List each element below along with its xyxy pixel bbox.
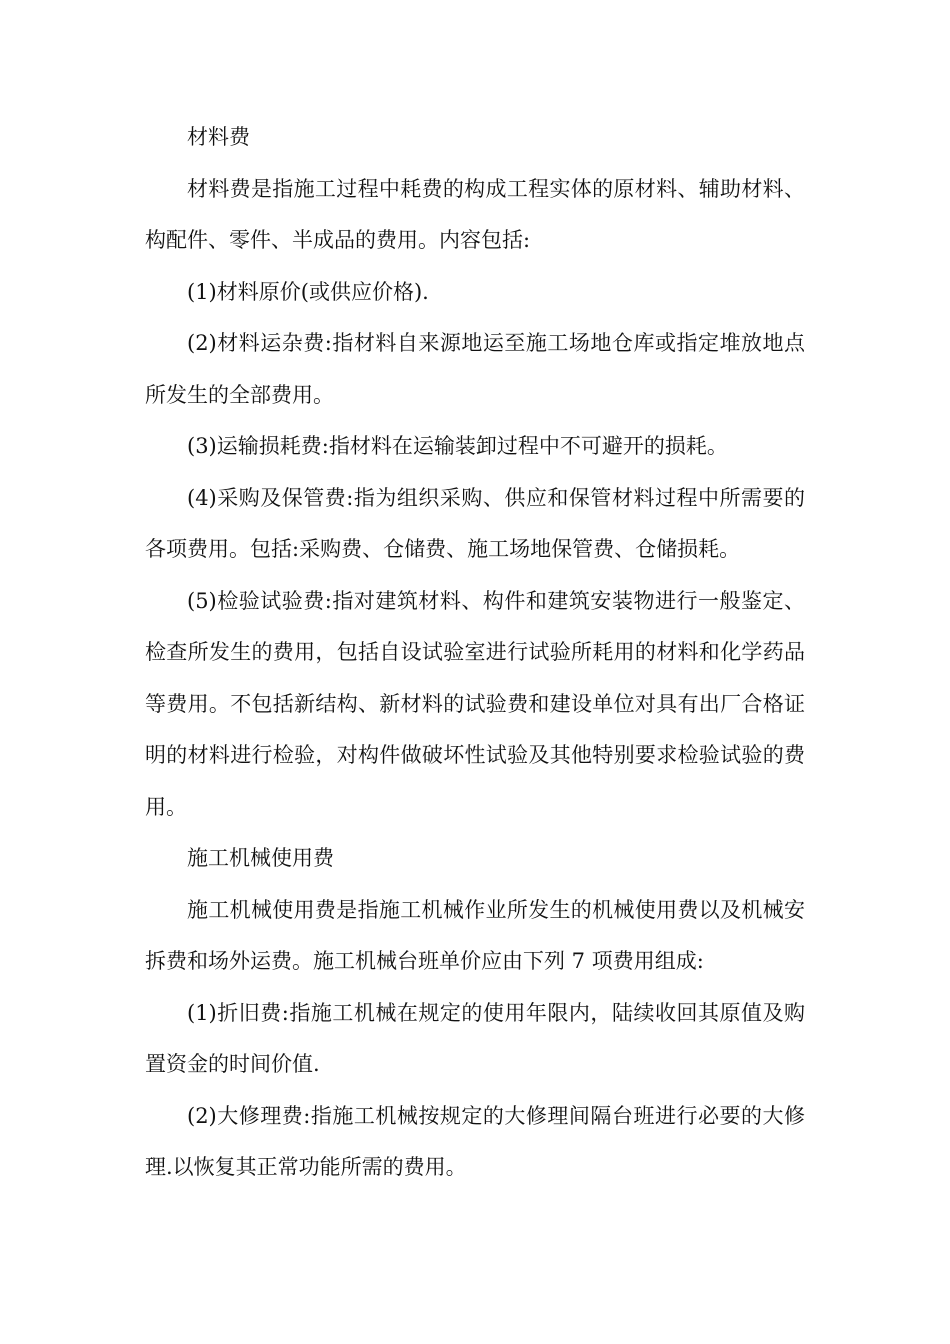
list-item-transport-loss: (3)运输损耗费:指材料在运输装卸过程中不可避开的损耗。 bbox=[187, 434, 728, 458]
list-item-transport-fee: (2)材料运杂费:指材料自来源地运至施工场地仓库或指定堆放地点所发生的全部费用。 bbox=[145, 331, 805, 407]
list-item-major-repair: (2)大修理费:指施工机械按规定的大修理间隔台班进行必要的大修理.以恢复其正常功能所需的费用。 bbox=[145, 1103, 805, 1179]
paragraph-machinery-definition: 施工机械使用费是指施工机械作业所发生的机械使用费以及机械安拆费和场外运费。施工机械台班单价应由下列 7 项费用组成: bbox=[145, 897, 805, 973]
document-body bbox=[145, 112, 805, 1194]
paragraph-materials-definition: 材料费是指施工过程中耗费的构成工程实体的原材料、辅助材料、构配件、零件、半成品的费用。内容包括: bbox=[145, 176, 805, 252]
list-item-procurement-storage: (4)采购及保管费:指为组织采购、供应和保管材料过程中所需要的各项费用。包括:采购费、仓储费、施工场地保管费、仓储损耗。 bbox=[145, 485, 805, 561]
list-item-material-price: (1)材料原价(或供应价格). bbox=[187, 279, 429, 304]
section-heading-machinery: 施工机械使用费 bbox=[187, 846, 334, 870]
section-heading-materials: 材料费 bbox=[187, 125, 250, 149]
list-item-depreciation: (1)折旧费:指施工机械在规定的使用年限内，陆续收回其原值及购置资金的时间价值. bbox=[145, 1000, 805, 1076]
list-item-inspection-testing: (5)检验试验费:指对建筑材料、构件和建筑安装物进行一般鉴定、检查所发生的费用，包括自设试验室进行试验所耗用的材料和化学药品等费用。不包括新结构、新材料的试验费和建设单位对具有出厂合格证明的材料进行检验，对构件做破坏性试验及其他特别要求检验试验的费用。 bbox=[145, 588, 805, 819]
